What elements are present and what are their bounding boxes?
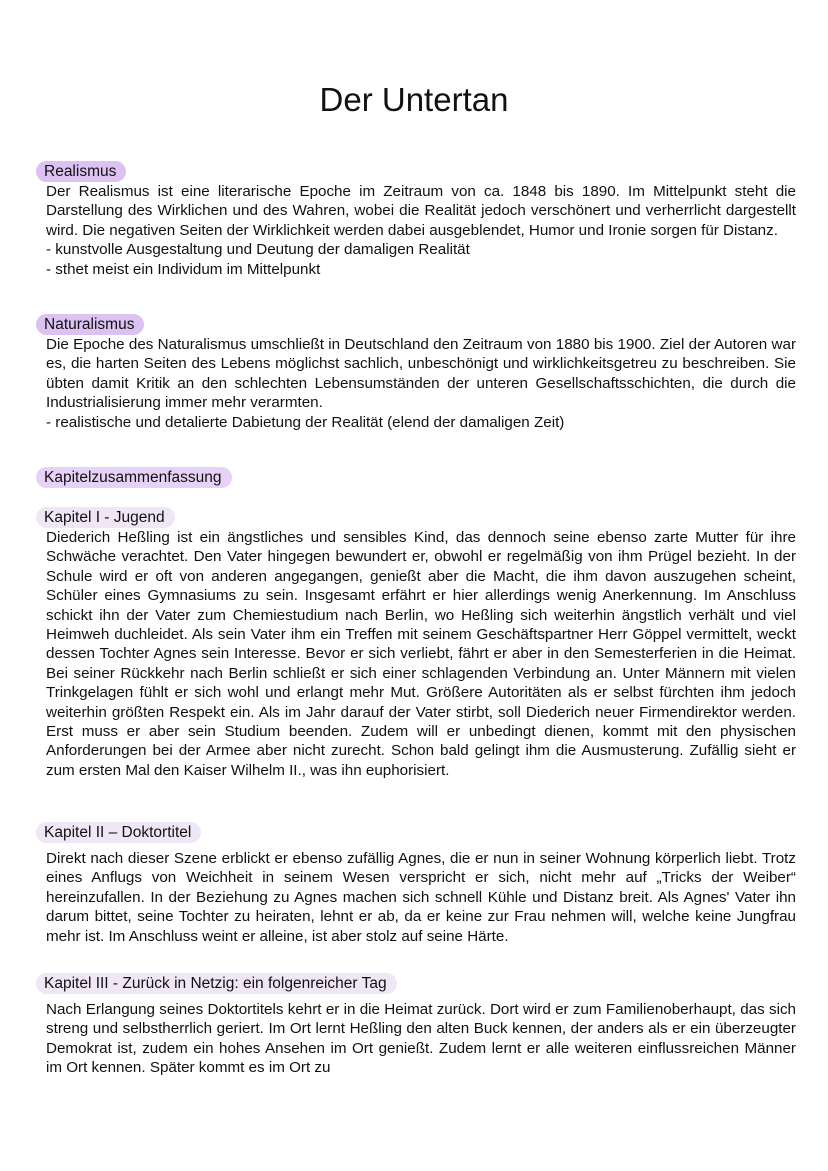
realismus-bullet: - kunstvolle Ausgestaltung und Deutung der damaligen Realität — [46, 241, 470, 259]
realismus-bullet: - sthet meist ein Individum im Mittelpunkt — [46, 260, 321, 278]
heading-naturalismus: Naturalismus — [36, 314, 144, 335]
chapter-heading: Kapitel III - Zurück in Netzig: ein folgenreicher Tag — [36, 973, 397, 994]
chapter-text: Direkt nach dieser Szene erblickt er ebenso zufällig Agnes, die er nun in seiner Wohnung körperlich liebt. Trotz eines Anflugs von Weichheit in seinem Wesen verspricht er sich, nicht mehr auf „Tricks der Weiber“ hereinzufallen. In der Beziehung zu Agnes machen sich schnell Kühle und Distanz breit. Als Agnes' Vater ihn darum bittet, seine Tochter zu heiraten, lehnt er ab, da er keine zur Frau nehmen will, welche keine Jungfrau mehr ist. Im Anschluss weint er alleine, ist aber stolz auf seine Härte. — [46, 850, 796, 945]
naturalismus-paragraph: Die Epoche des Naturalismus umschließt in Deutschland den Zeitraum von 1880 bis 1900. Ziel der Autoren war es, die harten Seiten des Lebens möglichst sachlich, unbeschönigt und wirklichkeitsgetreu zu beschreiben. Sie übten damit Kritik an den schlechten Lebensumständen der unteren Gesellschaftsschichten, die durch die Industrialisierung immer mehr verarmten. — [46, 336, 796, 412]
chapter-2 — [46, 822, 796, 946]
chapter-3 — [46, 973, 796, 1078]
realismus-paragraph: Der Realismus ist eine literarische Epoche im Zeitraum von ca. 1848 bis 1890. Im Mittelpunkt steht die Darstellung des Wirklichen und des Wahren, wobei die Realität jedoch verschönert und verherrlicht dargestellt wird. Die negativen Seiten der Wirklichkeit werden dabei ausgeblendet, Humor und Ironie sorgen für Distanz. — [46, 183, 796, 239]
document-title: Der Untertan — [319, 81, 509, 118]
heading-kapitelzusammenfassung: Kapitelzusammenfassung — [36, 467, 232, 488]
chapter-1 — [46, 507, 796, 780]
heading-realismus: Realismus — [36, 161, 126, 182]
section-naturalismus — [46, 314, 796, 432]
chapter-heading: Kapitel II – Doktortitel — [36, 822, 201, 843]
section-kapitelzusammenfassung — [46, 467, 796, 488]
chapter-text: Nach Erlangung seines Doktortitels kehrt er in die Heimat zurück. Dort wird er zum Familienoberhaupt, das sich streng und selbstherrlich geriert. Im Ort lernt Heßling den alten Buck kennen, der anders als er ein überzeugter Demokrat ist, zudem ein hohes Ansehen im Ort genießt. Zudem lernt er alle weiteren einflussreichen Männer im Ort kennen. Später kommt es im Ort zu — [46, 1001, 796, 1077]
chapter-heading: Kapitel I - Jugend — [36, 507, 175, 528]
naturalismus-bullet: - realistische und detalierte Dabietung der Realität (elend der damaligen Zeit) — [46, 413, 565, 431]
section-realismus — [46, 161, 796, 279]
chapter-text: Diederich Heßling ist ein ängstliches und sensibles Kind, das dennoch seine ebenso zarte Mutter für ihre Schwäche verachtet. Den Vater hingegen bewundert er, obwohl er regelmäßig von ihm Prügel bezieht. In der Schule wird er oft von anderen angegangen, genießt aber die Macht, die ihm davon auszugehen scheint, Schüler eines Gymnasiums zu sein. Insgesamt erfährt er hier allerdings wenig Anerkennung. Im Anschluss schickt ihn der Vater zum Chemiestudium nach Berlin, wo Heßling sich weiterhin ängstlich verhält und viel Heimweh duchleidet. Als sein Vater ihm ein Treffen mit seinem Geschäftspartner Herr Göppel vermittelt, weckt dessen Tochter Agnes sein Interesse. Bevor er sich verliebt, fährt er aber in den Semesterferien in die Heimat. Bei seiner Rückkehr nach Berlin schließt er sich einer schlagenden Verbindung an. Unter Männern mit vielen Trinkgelagen fühlt er sich wohl und erlangt mehr Mut. Größere Autoritäten als er selbst fürchten ihm jedoch weiterhin größten Respekt ein. Als im Jahr darauf der Vater stirbt, soll Diederich neuer Firmendirektor werden. Erst muss er aber sein Studium beenden. Zudem will er unbedingt dienen, kommt mit den physischen Anforderungen bei der Armee aber nicht zurecht. Schon bald gelingt ihm die Ausmusterung. Zufällig sieht er zum ersten Mal den Kaiser Wilhelm II., was ihn euphorisiert. — [46, 529, 796, 779]
